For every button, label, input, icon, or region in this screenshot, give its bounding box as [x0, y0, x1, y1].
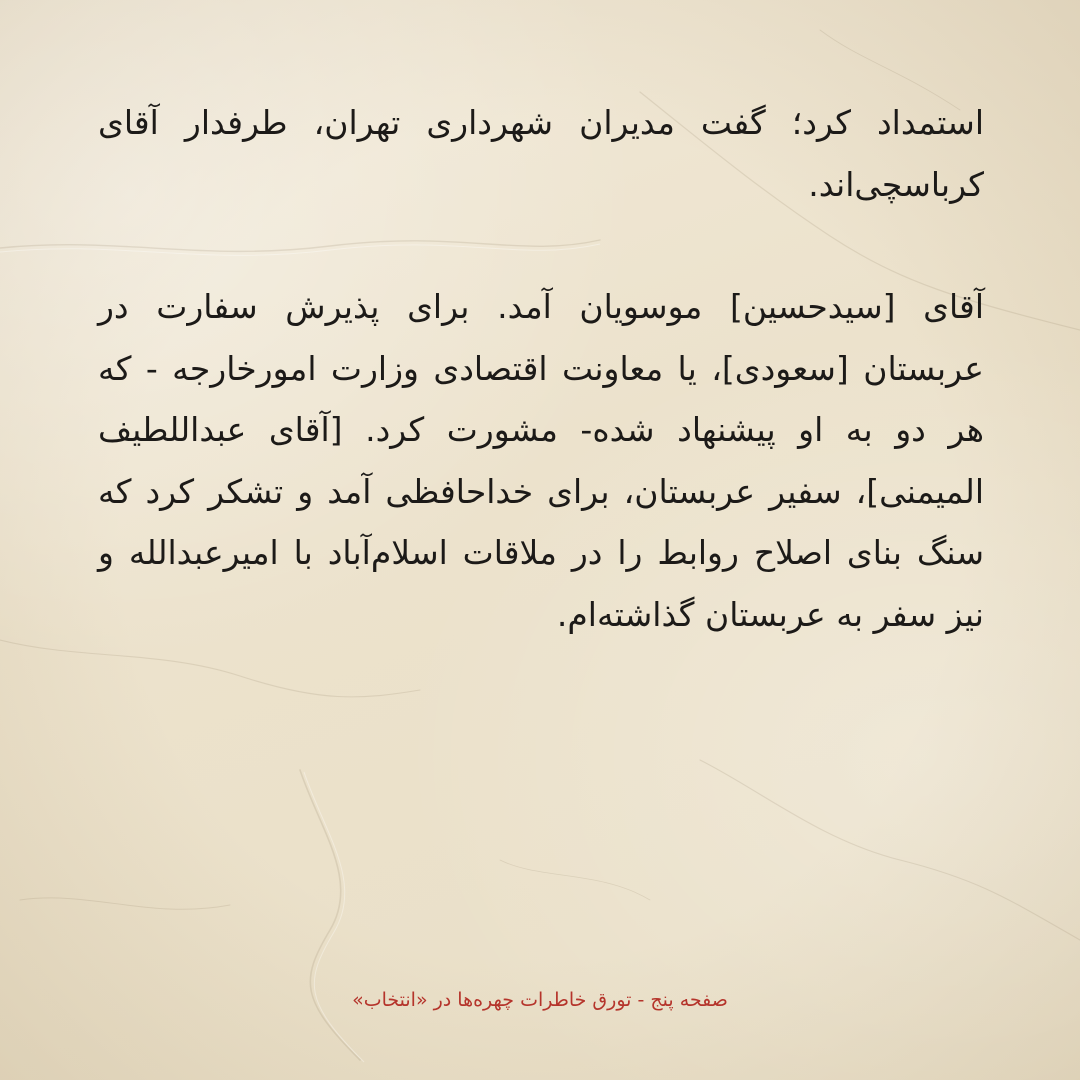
paragraph-2: آقای [سیدحسین] موسویان آمد. برای پذیرش سفارت در عربستان [سعودی]، یا معاونت اقتصادی وزارت امورخارجه - که هر دو به او پیشنهاد شده- مشورت کرد. [آقای عبداللطیف المیمنی]، سفیر عربستان، برای خداحافظی آمد و تشکر کرد که سنگ بنای اصلاح روابط را در ملاقات اسلام‌آباد با امیرعبدالله و نیز سفر به عربستان گذاشته‌ام.: [98, 287, 984, 634]
page-footer-caption: صفحه پنج - تورق خاطرات چهره‌ها در «انتخاب»: [352, 989, 728, 1011]
document-body: [98, 92, 984, 645]
paragraph-1: استمداد کرد؛ گفت مدیران شهرداری تهران، طرفدار آقای کرباسچی‌اند.: [98, 103, 984, 204]
